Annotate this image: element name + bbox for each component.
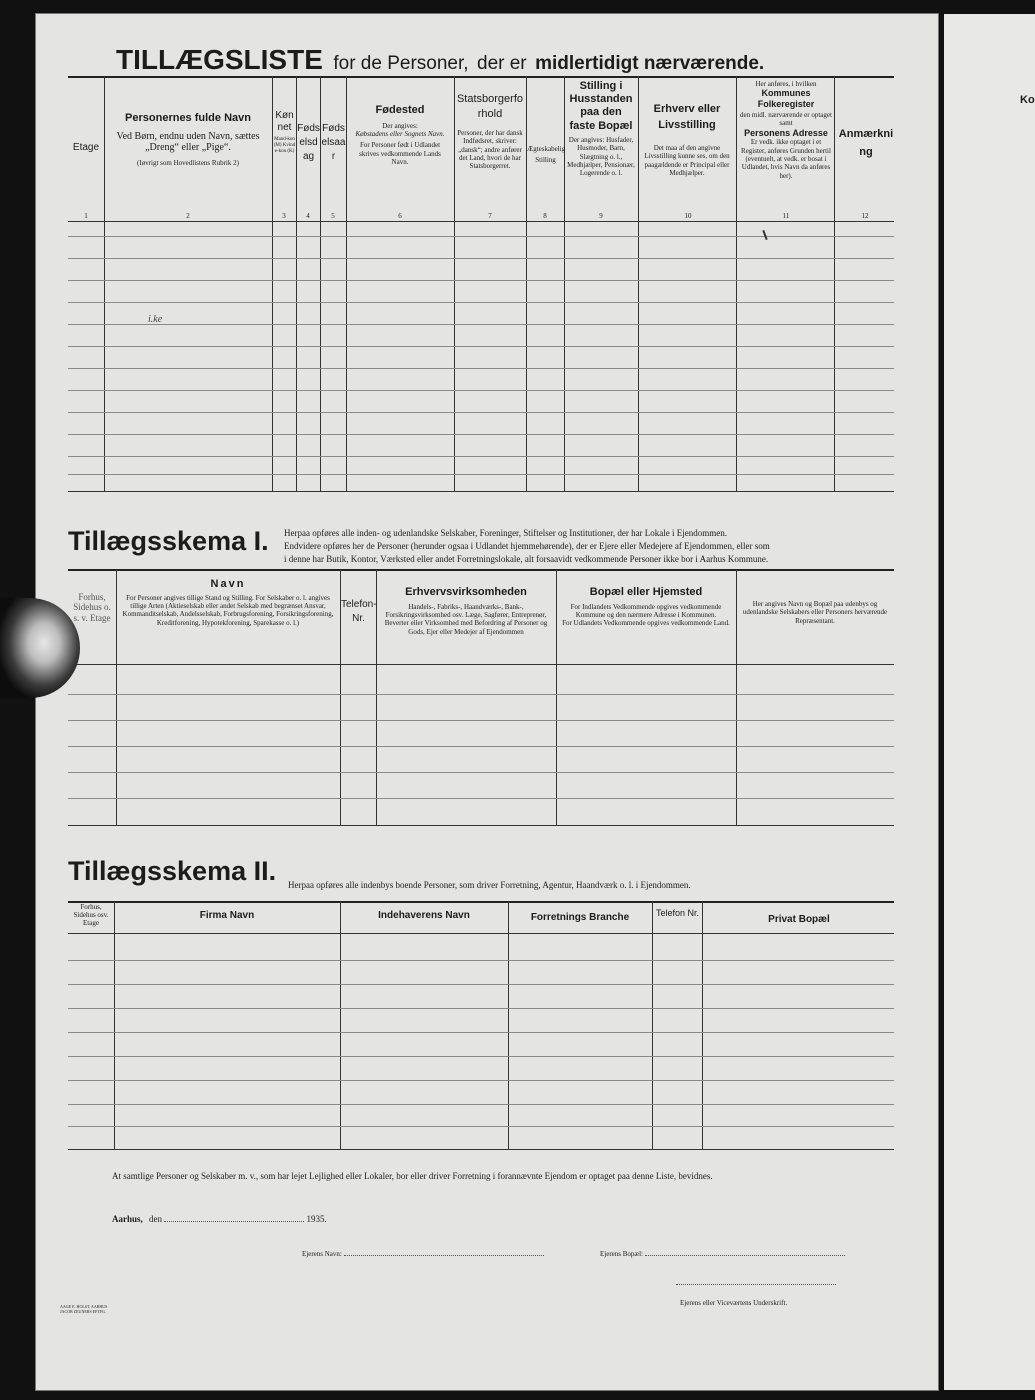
schema1-title: Tillægsskema I. [68, 526, 269, 556]
header-citizenship: Statsborgerforhold Personer, der har dansk Indfødsret, skriver: „dansk“; andre anfører det Land, hvori de har Statsborgerret. [456, 93, 524, 171]
schema1-header-business: Erhvervsvirksomheden Handels-, Fabriks-, Haandværks-, Bank-, Forsikringsvirksomhed osv. Læge, Sagfører, Entreprenør, Beverter eller Virksomhed med Befordring af Personer og Gods, Ejer eller Medejer af Ejendommen [384, 586, 548, 636]
page-title: TILLÆGSLISTE for de Personer, der er midlertidigt nærværende. [116, 44, 765, 75]
col-num-4: 4 [306, 212, 310, 220]
header-occupation: Erhverv eller Livsstilling Det maa af den angivne Livsstilling kunne ses, om den paagældende er Principal eller Medhjælper. [644, 103, 730, 178]
schema1-header-name: Navn For Personer angives tillige Stand og Stilling. For Selskaber o. l. angives tillige Arten (Aktieselskab eller andet Selskab med begrænset Ansvar, Kommanditselskab, Andelsselskab, Forbrugsforening, Forsikringsforening, Kreditforening, Hypotekforening, Sparekasse o. l.) [122, 578, 334, 627]
schema1-header-etage: Forhus, Sidehus o. s. v. Etage [73, 592, 111, 623]
owner-name-line: Ejerens Navn: [302, 1250, 544, 1258]
header-remarks: Anmærkning [838, 128, 894, 158]
date-line: Aarhus, den 1935. [112, 1214, 327, 1224]
adjacent-page-text: Ko [1020, 94, 1035, 106]
schema2-title: Tillægsskema II. [68, 856, 277, 886]
schema1-header-residence: Bopæl eller Hjemsted For Indlandets Vedkommende opgives vedkommende Kommune og den nærmere Adresse i Kommunen. For Udlandets Vedkommende opgives vedkommende Land. [562, 586, 730, 628]
owner-address-line: Ejerens Bopæl: [600, 1250, 845, 1258]
schema2-header-owner: Indehaverens Navn [378, 910, 470, 921]
col-num-9: 9 [599, 212, 603, 220]
header-birthyear: Fødselsaar [321, 123, 346, 162]
header-gender: Kønnet Mand-kon (M) Kvinde-kon (K) [273, 110, 296, 154]
schema2-header-etage: Forhus, Sidehus osv. Etage [73, 903, 109, 928]
certification-text: At samtlige Personer og Selskaber m. v., som har lejet Lejlighed eller Lokaler, bor eller driver Forretning i forannævnte Ejendom er optaget paa denne Liste, bevidnes. [112, 1171, 713, 1181]
printer-mark: AAGE E. HOLST, AARHUS JACOB ZEUNERS EFTFG. [60, 1304, 108, 1315]
col-num-7: 7 [488, 212, 492, 220]
signature-label: Ejerens eller Viceværtens Underskrift. [680, 1299, 788, 1307]
schema1-description: Herpaa opføres alle inden- og udenlandske Selskaber, Foreninger, Stiftelser og Institutioner, der har Lokale i Ejendommen. Endvidere opføres her de Personer (herunder ogsaa i Udlandet hjemmehørende), der er Ejere eller Medejere af Ejendommen, eller som i denne har Butik, Kontor, Værksted eller andet Forretningslokale, alt forsaavidt vedkommende Personer ikke bor i Aarhus Kommune. [284, 528, 770, 565]
header-birthday: Fødselsdag [297, 123, 320, 162]
col-num-2: 2 [186, 212, 190, 220]
schema2-description: Herpaa opføres alle indenbys boende Personer, som driver Forretning, Agentur, Haandværk o. l. i Ejendommen. [288, 880, 691, 890]
col-num-10: 10 [684, 212, 692, 220]
schema2-header-private-address: Privat Bopæl [768, 914, 830, 925]
col-num-5: 5 [331, 212, 335, 220]
schema2-header-firm: Firma Navn [199, 910, 255, 921]
header-registry: Her anføres, i hvilken Kommunes Folkeregister den midl. nærværende er optaget samt Personens Adresse Er vedk. ikke optaget i et Register, anføres Grunden hertil (eventuelt, at vedk. er bosat i Udlandet, hvis Navn da anføres her). [740, 80, 832, 180]
header-household: Stilling i Husstanden paa den faste Bopæl Der angives: Husfader, Husmoder, Barn, Slægtning o. l., Medhjælper, Pensionær, Logerende o. l. [567, 80, 635, 178]
header-marital: Ægteskabelig Stilling [527, 145, 566, 164]
col-num-3: 3 [282, 212, 286, 220]
pencil-tick [762, 230, 767, 240]
col-num-12: 12 [861, 212, 869, 220]
schema1-header-phone: Telefon-Nr. [341, 599, 377, 624]
schema2-header-branch: Forretnings Branche [530, 912, 630, 923]
header-birthplace: Fødested Der angives: Købstadens eller Sognets Navn. For Personer født i Udlandet skrives vedkommende Lands Navn. [355, 104, 445, 167]
col-num-8: 8 [543, 212, 547, 220]
col-num-6: 6 [398, 212, 402, 220]
schema2-header-phone: Telefon Nr. [655, 908, 700, 918]
col-num-1: 1 [84, 212, 88, 220]
form-page [36, 14, 938, 1390]
handwritten-mark: i.ke [148, 314, 163, 325]
col-num-11: 11 [782, 212, 790, 220]
schema1-header-representative: Her angives Navn og Bopæl paa udenbys og udenlandske Selskabers eller Personers herværende Repræsentant. [742, 600, 888, 625]
header-etage: Etage [72, 142, 100, 153]
header-name: Personernes fulde Navn Ved Børn, endnu uden Navn, sættes „Dreng“ eller „Pige“. (Iøvrigt som Hovedlistens Rubrik 2) [116, 112, 260, 167]
adjacent-page [944, 14, 1035, 1390]
